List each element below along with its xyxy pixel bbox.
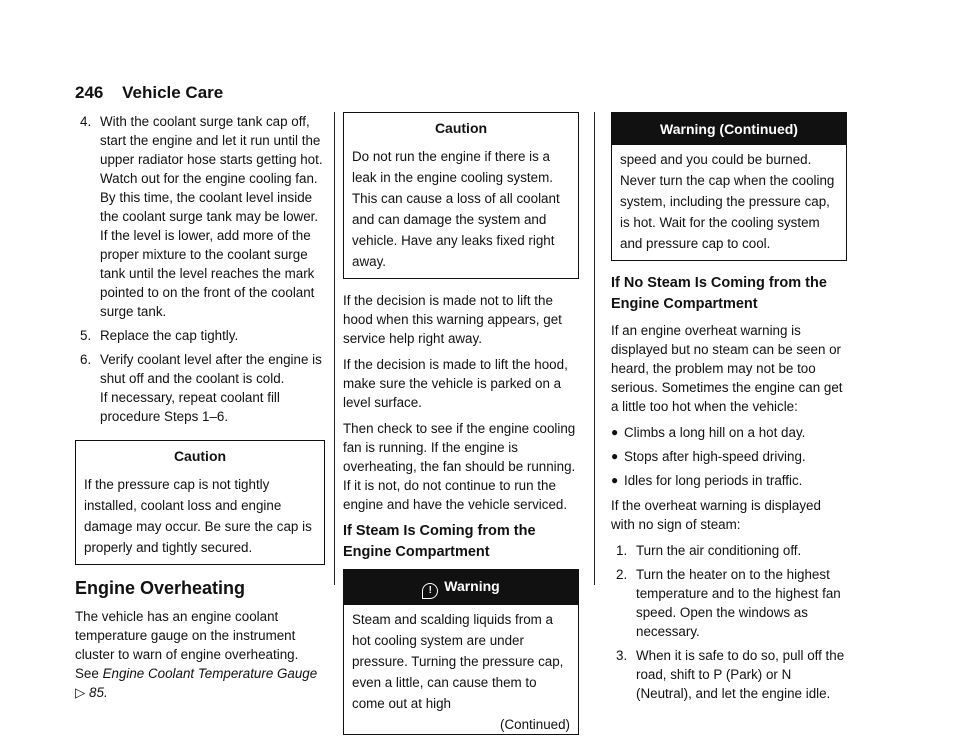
warning-box	[343, 569, 579, 735]
caution-box	[343, 112, 579, 279]
warning-box-continued	[611, 112, 847, 261]
caution-title: Caution	[173, 448, 227, 464]
caution-body: Do not run the engine if there is a leak in the engine cooling system. This can cause a loss of all coolant and can damage the system and vehicle. Have any leaks fixed right away.	[352, 149, 560, 269]
list-item: 6. Verify coolant level after the engine is shut off and the coolant is cold. If necessary, repeat coolant fill procedure Steps 1–6.	[80, 352, 322, 424]
paragraph: If an engine overheat warning is displayed but no steam can be seen or heard, the problem may not be too serious. Sometimes the engine can get a little too hot when the vehicle:	[611, 323, 843, 414]
list-item: 3. When it is safe to do so, pull off the road, shift to P (Park) or N (Neutral), and let the engine idle.	[616, 648, 845, 701]
list-item: ● Climbs a long hill on a hot day.	[611, 425, 806, 440]
list-item: 4. With the coolant surge tank cap off, start the engine and let it run until the upper radiator hose starts getting hot. Watch out for the engine cooling fan. By this time, the coolant level inside the coolant surge tank may be lower. If the level is lower, add more of the proper mixture to the coolant surge tank until the level reaches the mark pointed to on the front of the coolant surge tank.	[80, 114, 323, 319]
page-number: 246	[75, 83, 104, 102]
subsection-heading: If No Steam Is Coming from the Engine Compartment	[611, 275, 827, 312]
warning-title: Warning (Continued)	[612, 113, 846, 145]
list-item: ● Stops after high-speed driving.	[611, 449, 806, 464]
paragraph: If the decision is made to lift the hood, make sure the vehicle is parked on a level surface.	[343, 357, 568, 410]
page-reference: 85.	[89, 685, 108, 700]
no-steam-steps	[611, 541, 847, 703]
bullet-icon: ●	[611, 425, 619, 439]
warning-title: Warning	[444, 578, 500, 594]
warning-icon: !	[422, 583, 438, 599]
cross-reference-link[interactable]: Engine Coolant Temperature Gauge	[102, 666, 318, 681]
bullet-icon: ●	[611, 473, 619, 487]
page-header	[75, 82, 223, 104]
warning-body: Steam and scalding liquids from a hot cooling system are under pressure. Turning the pressure cap, even a little, can cause them to come out at high	[352, 612, 564, 711]
column-2	[343, 112, 579, 747]
continued-label: (Continued)	[500, 717, 570, 732]
column-1	[75, 112, 325, 709]
caution-box	[75, 440, 325, 565]
caution-body: If the pressure cap is not tightly installed, coolant loss and engine damage may occur. Be sure the cap is properly and tightly secured.	[84, 477, 312, 555]
warning-title-bar	[344, 570, 578, 605]
list-item: 5. Replace the cap tightly.	[80, 328, 239, 343]
paragraph: The vehicle has an engine coolant temperature gauge on the instrument cluster to warn of engine overheating. See Engine Coolant Temperature Gauge ▷ 85.	[75, 609, 318, 700]
list-item: ● Idles for long periods in traffic.	[611, 473, 803, 488]
coolant-fill-steps	[75, 112, 325, 426]
page-reference-icon: ▷	[75, 685, 86, 700]
list-item: 2. Turn the heater on to the highest temperature and to the highest fan speed. Open the windows as necessary.	[616, 567, 841, 639]
column-divider	[334, 112, 335, 585]
warning-body: speed and you could be burned. Never turn the cap when the cooling system, including the pressure cap, is hot. Wait for the cooling system and pressure cap to cool.	[620, 152, 835, 251]
paragraph: Then check to see if the engine cooling fan is running. If the engine is overheating, the fan should be running. If it is not, do not continue to run the engine and have the vehicle serviced.	[343, 421, 576, 512]
list-item: 1. Turn the air conditioning off.	[616, 543, 802, 558]
paragraph: If the overheat warning is displayed with no sign of steam:	[611, 498, 821, 532]
paragraph: If the decision is made not to lift the hood when this warning appears, get service help right away.	[343, 293, 562, 346]
bullet-icon: ●	[611, 449, 619, 463]
section-title: Vehicle Care	[122, 83, 224, 102]
condition-list	[611, 423, 847, 490]
column-divider	[594, 112, 595, 585]
caution-title: Caution	[434, 120, 488, 136]
section-heading: Engine Overheating	[75, 578, 246, 598]
subsection-heading: If Steam Is Coming from the Engine Compartment	[343, 523, 536, 560]
column-3	[611, 112, 847, 708]
